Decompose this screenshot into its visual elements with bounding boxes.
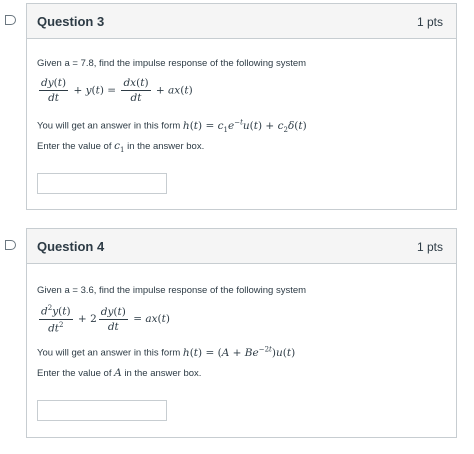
answer-form-equation: $h(t) = (A + Be^{-2t})u(t)$ [182, 345, 296, 359]
enter-value-line [37, 367, 201, 379]
answer-form-line [37, 118, 307, 134]
enter-value-post: in the answer box. [127, 141, 205, 152]
enter-value-post: in the answer box. [124, 368, 202, 379]
answer-form-intro: You will get an answer in this form [37, 120, 181, 132]
question-card-4 [26, 228, 457, 438]
question-points: 1 pts [416, 15, 443, 29]
question-points: 1 pts [416, 240, 443, 254]
question-prompt: Given a = 7.8, find the impulse response of the following system [37, 58, 307, 69]
answer-form-equation: $h(t) = c_1e^{-t}u(t) + c_2\delta(t)$ [182, 118, 307, 134]
flag-question-icon[interactable] [5, 15, 16, 25]
question-title: Question 3 [37, 14, 105, 29]
system-equation: $\frac{dy(t)}{dt}$ + y(t) = $\frac{dx(t)}{dt}$ + ax(t) [41, 77, 193, 104]
enter-value-pre: Enter the value of [37, 368, 112, 379]
system-equation: $\frac{d^2y(t)}{dt^2}$ + 2 $\frac{dy(t)}{dt}$ = ax(t) [41, 304, 170, 334]
answer-input[interactable] [37, 400, 167, 421]
question-header [27, 4, 456, 39]
answer-form-line [37, 345, 295, 359]
question-prompt: Given a = 3.6, find the impulse response of the following system [37, 285, 307, 296]
enter-value-pre: Enter the value of [37, 141, 112, 152]
enter-value-line [37, 140, 204, 154]
flag-question-icon[interactable] [5, 240, 16, 250]
enter-value-variable: $c_1$ [114, 140, 125, 155]
enter-value-variable: A [114, 367, 122, 379]
answer-form-intro: You will get an answer in this form [37, 347, 181, 359]
answer-input[interactable] [37, 173, 167, 194]
question-header [27, 229, 456, 264]
question-card-3 [26, 3, 457, 210]
question-title: Question 4 [37, 239, 105, 254]
